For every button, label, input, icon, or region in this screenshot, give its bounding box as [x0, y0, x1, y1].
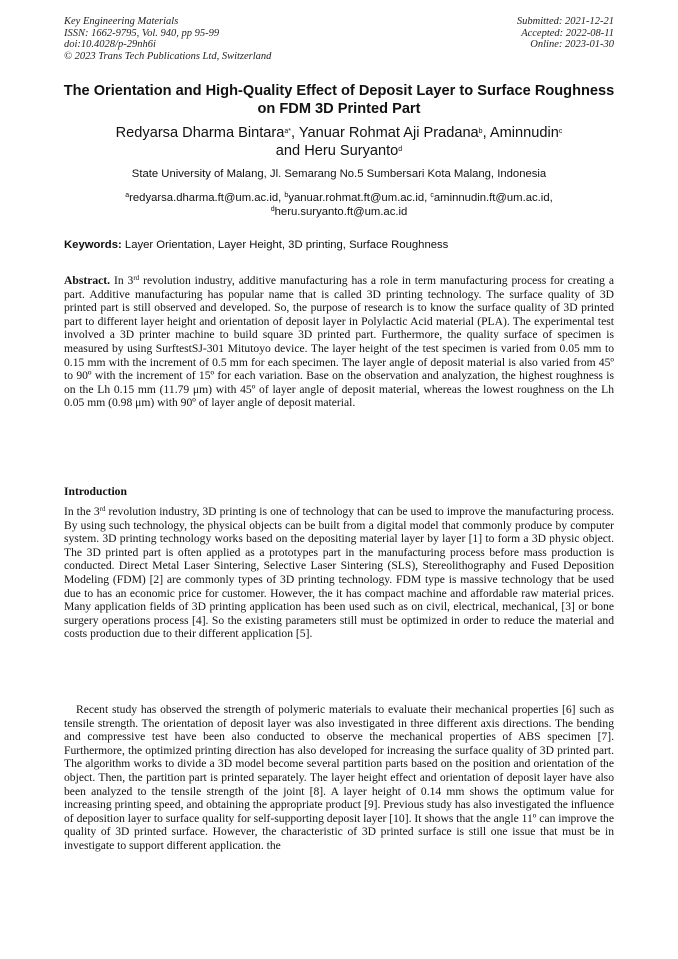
abstract: Abstract. In 3rd revolution industry, additive manufacturing has a role in term manufacturing process for creating a part. Additive manufacturing has popular name that is called 3D printing technology. The surface quality of 3D printed part is still observed and developed. So, the purpose of research is to know the surface quality of 3D printed part to different layer height and orientation of deposit layer in Polylactic Acid material (PLA). The experimental test involved a 3D printer machine to build square 3D printed part. Furthermore, the quality surface of specimen is measured by using SurftestSJ-301 Mitutoyo device. The layer height of the test specimen is varied from 0.05 mm to 0.15 mm with the increment of 0.5 mm for each specimen. The layer angle of deposit material is also varied from 45º to 90º with the increment of 15º for each variation. Base on the observation and analyzation, the highest roughness is on the Lh 0.15 mm (11.79 μm) with 45º of layer angle of deposit material, whereas the lowest roughness on the Lh 0.05 mm (0.98 μm) with 90º of layer angle of deposit material. [64, 274, 614, 410]
author-marker: d [398, 146, 403, 153]
author-marker: c [558, 128, 563, 135]
journal-name: Key Engineering Materials [64, 16, 179, 27]
author-name: Redyarsa Dharma Bintara [115, 125, 285, 141]
intro-paragraph-2: Recent study has observed the strength of polymeric materials to evaluate their mechanical properties [6] such as tensile strength. The orientation of deposit layer was also investigated in three different axis directions. The bending and compressive test have been also conducted to observe the mechanical properties of ABS specimen [7]. Furthermore, the optimized printing direction has also developed for increasing the surface quality of 3D printed part. The algorithm works to divide a 3D model become several partition parts based on the position and orientation of the object. Then, the partition part is printed separately. The layer height effect and orientation of deposit layer have also been analyzed to the tensile strength of the joint [8]. A layer height of 0.14 mm shows the optimum value for increasing printing speed, and obtaining the appropriate product [9]. Previous study has also investigated the influence of deposition layer to surface quality for self-supporting deposit layer [10]. It shows that the angle 11º can improve the quality of 3D printed surface. However, the characteristic of 3D printed surface is still one issue that must be in investigate to support different application. the [64, 703, 614, 852]
author-marker: a* [284, 128, 291, 135]
journal-issn: ISSN: 1662-9795, Vol. 940, pp 95-99 [64, 27, 220, 39]
author-emails: $^a$redyarsa.dharma.ft@um.ac.id, $^b$yanuar.rohmat.ft@um.ac.id, $^c$aminnudin.ft@um.ac.id, $^d$heru.suryanto.ft@um.ac.id [125, 192, 553, 218]
abstract-label: Abstract. [64, 274, 111, 287]
email-link[interactable]: redyarsa.dharma.ft@um.ac.id [129, 192, 279, 204]
email-link[interactable]: yanuar.rohmat.ft@um.ac.id [288, 192, 425, 204]
journal-copyright: © 2023 Trans Tech Publications Ltd, Switzerland [64, 50, 272, 62]
online-date: Online: 2023-01-30 [530, 39, 614, 50]
affiliation: State University of Malang, Jl. Semarang No.5 Sumbersari Kota Malang, Indonesia [131, 168, 547, 180]
author-marker: b [478, 128, 483, 135]
keywords-text: Layer Orientation, Layer Height, 3D printing, Surface Roughness [124, 239, 449, 251]
paper-title: The Orientation and High-Quality Effect of Deposit Layer to Surface Roughness on FDM 3D Printed Part [63, 83, 615, 117]
author-name: Heru Suryanto [304, 143, 399, 159]
keywords-label: Keywords: [64, 239, 122, 251]
abstract-text: revolution industry, additive manufacturing has a role in term manufacturing process for creating a part. Additive manufacturing has popular name that is called 3D printing technology. The surface quality of 3D printed part is still observed and developed. So, the purpose of research is to know the surface quality of 3D printed part to different layer height and orientation of deposit layer in Polylactic Acid material (PLA). The experimental test involved a 3D printer machine to build square 3D printed part. Furthermore, the quality surface of specimen is measured by using SurftestSJ-301 Mitutoyo device. The layer height of the test specimen is varied from 0.05 mm to 0.15 mm with the increment of 0.5 mm for each specimen. The layer angle of deposit material is also varied from 45º to 90º with the increment of 15º for each variation. Base on the observation and analyzation, the highest roughness is on the Lh 0.15 mm (11.79 μm) with 45º of layer angle of deposit material, whereas the lowest roughness on the Lh 0.05 mm (0.98 μm) with 90º of layer angle of deposit material. [64, 274, 614, 410]
keywords [64, 238, 614, 252]
author-name: Aminnudin [489, 125, 559, 141]
journal-doi: doi:10.4028/p-29nh6i [64, 39, 156, 50]
section-heading: Introduction [64, 485, 127, 498]
email-link[interactable]: aminnudin.ft@um.ac.id [433, 192, 550, 204]
submitted-date: Submitted: 2021-12-21 [516, 16, 614, 27]
email-link[interactable]: heru.suryanto.ft@um.ac.id [274, 206, 408, 218]
intro-paragraph-1: In the 3rd revolution industry, 3D printing is one of technology that can be used to improve the manufacturing process. By using such technology, the physical objects can be built from a digital model that commonly produce by computer system. 3D printing technology works based on the depositing material layer by layer [1] to form a 3D physic object. The 3D printed part is often applied as a prototypes part in the manufacturing process before mass production is conducted. Direct Metal Laser Sintering, Selective Laser Sintering (SLS), Stereolithography and Fused Deposition Modeling (FDM) [2] are commonly types of 3D printing technology. FDM type is massive technology that be used due to has an economic price for customer. However, the it has compact machine and affordable raw material prices. Many application fields of 3D printing application has been used such as on civil, electrical, mechanical, [3] or bone surgery operations process [4]. So the existing parameters still must be optimized in order to reduce the material and costs production due to their different application [5]. [64, 505, 614, 641]
author-list: Redyarsa Dharma Bintara$^{a*}$, Yanuar Rohmat Aji Pradana$^b$, Aminnudin$^c$ and Heru Suryanto$^d$ [115, 125, 563, 159]
accepted-date: Accepted: 2022-08-11 [521, 27, 614, 39]
author-name: Yanuar Rohmat Aji Pradana [298, 125, 479, 141]
journal-header-left [64, 16, 271, 62]
journal-header-right [517, 16, 614, 51]
